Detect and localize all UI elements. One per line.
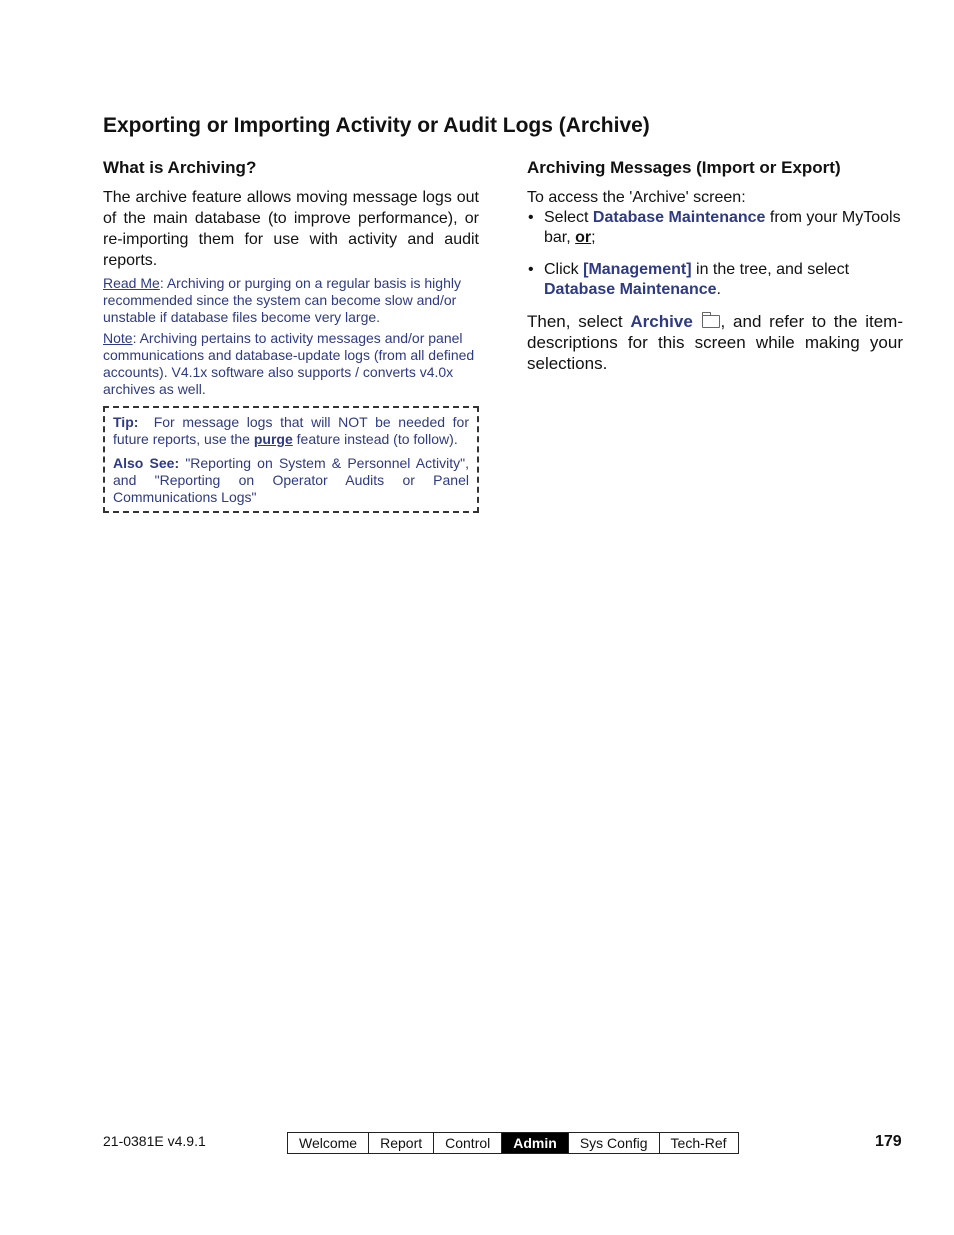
tip-text-before: For message logs that will NOT be needed for future reports, use the [113, 414, 470, 447]
page-number: 179 [875, 1133, 902, 1150]
list-item [527, 260, 903, 300]
step-text: Click [544, 261, 579, 278]
tab-tech-ref[interactable]: Tech-Ref [659, 1133, 738, 1153]
note-label: Note [103, 330, 133, 346]
note-text: : Archiving pertains to activity messages and/or panel communications and database-update logs (from all defined accounts). V4.1x software also supports / converts v4.0x archives as well. [103, 330, 475, 397]
then-text: Then, select [527, 312, 623, 331]
archiving-description: The archive feature allows moving message logs out of the main database (to improve performance), or re-importing them for use with activity and audit reports. [103, 189, 479, 269]
or-emphasis: or [575, 229, 592, 246]
tab-welcome[interactable]: Welcome [299, 1135, 358, 1151]
also-see-label: Also See: [113, 455, 180, 471]
page-title: Exporting or Importing Activity or Audit Logs (Archive) [103, 114, 650, 137]
section-heading-what-is-archiving: What is Archiving? [103, 158, 257, 177]
readme-text: : Archiving or purging on a regular basis is highly recommended since the system can become slow and/or unstable if database files become very large. [103, 275, 461, 325]
tip-text-after: feature instead (to follow). [296, 431, 458, 447]
then-text: , and refer to the item-descriptions for this screen while making your selections. [527, 312, 903, 373]
step-text: Select [544, 209, 589, 226]
archiving-note [103, 330, 479, 398]
step-text: in the tree, and select [696, 261, 850, 278]
step-text: ; [591, 229, 596, 246]
section-nav-tabs [287, 1132, 739, 1154]
tab-admin[interactable]: Admin [501, 1133, 568, 1153]
tip-paragraph [113, 414, 469, 448]
access-steps [527, 208, 903, 300]
then-instructions [527, 311, 903, 374]
readme-label: Read Me [103, 275, 160, 291]
management-link[interactable]: [Management] [583, 261, 692, 278]
also-see-text: "Reporting on System & Personnel Activity", and "Reporting on Operator Audits or Panel Communications Logs" [113, 455, 469, 505]
archive-link[interactable]: Archive [630, 312, 693, 331]
document-id: 21-0381E v4.9.1 [103, 1133, 206, 1149]
folder-icon [702, 315, 720, 328]
left-column [103, 157, 479, 513]
tab-report[interactable]: Report [368, 1133, 433, 1153]
tab-control[interactable]: Control [433, 1133, 501, 1153]
database-maintenance-link-2[interactable]: Database Maintenance [544, 281, 717, 298]
tab-sys-config[interactable]: Sys Config [568, 1133, 659, 1153]
also-see-paragraph [113, 455, 469, 506]
step-text: from your MyTools bar, [544, 209, 901, 246]
section-heading-archiving-messages: Archiving Messages (Import or Export) [527, 158, 841, 177]
readme-note [103, 275, 479, 326]
database-maintenance-link[interactable]: Database Maintenance [592, 209, 766, 226]
purge-link[interactable]: purge [253, 431, 293, 447]
list-item [527, 208, 903, 248]
tip-label: Tip: [113, 414, 139, 430]
right-column [527, 157, 903, 391]
step-text: . [716, 281, 721, 298]
tip-box [103, 406, 479, 513]
access-intro: To access the 'Archive' screen: [527, 189, 746, 206]
